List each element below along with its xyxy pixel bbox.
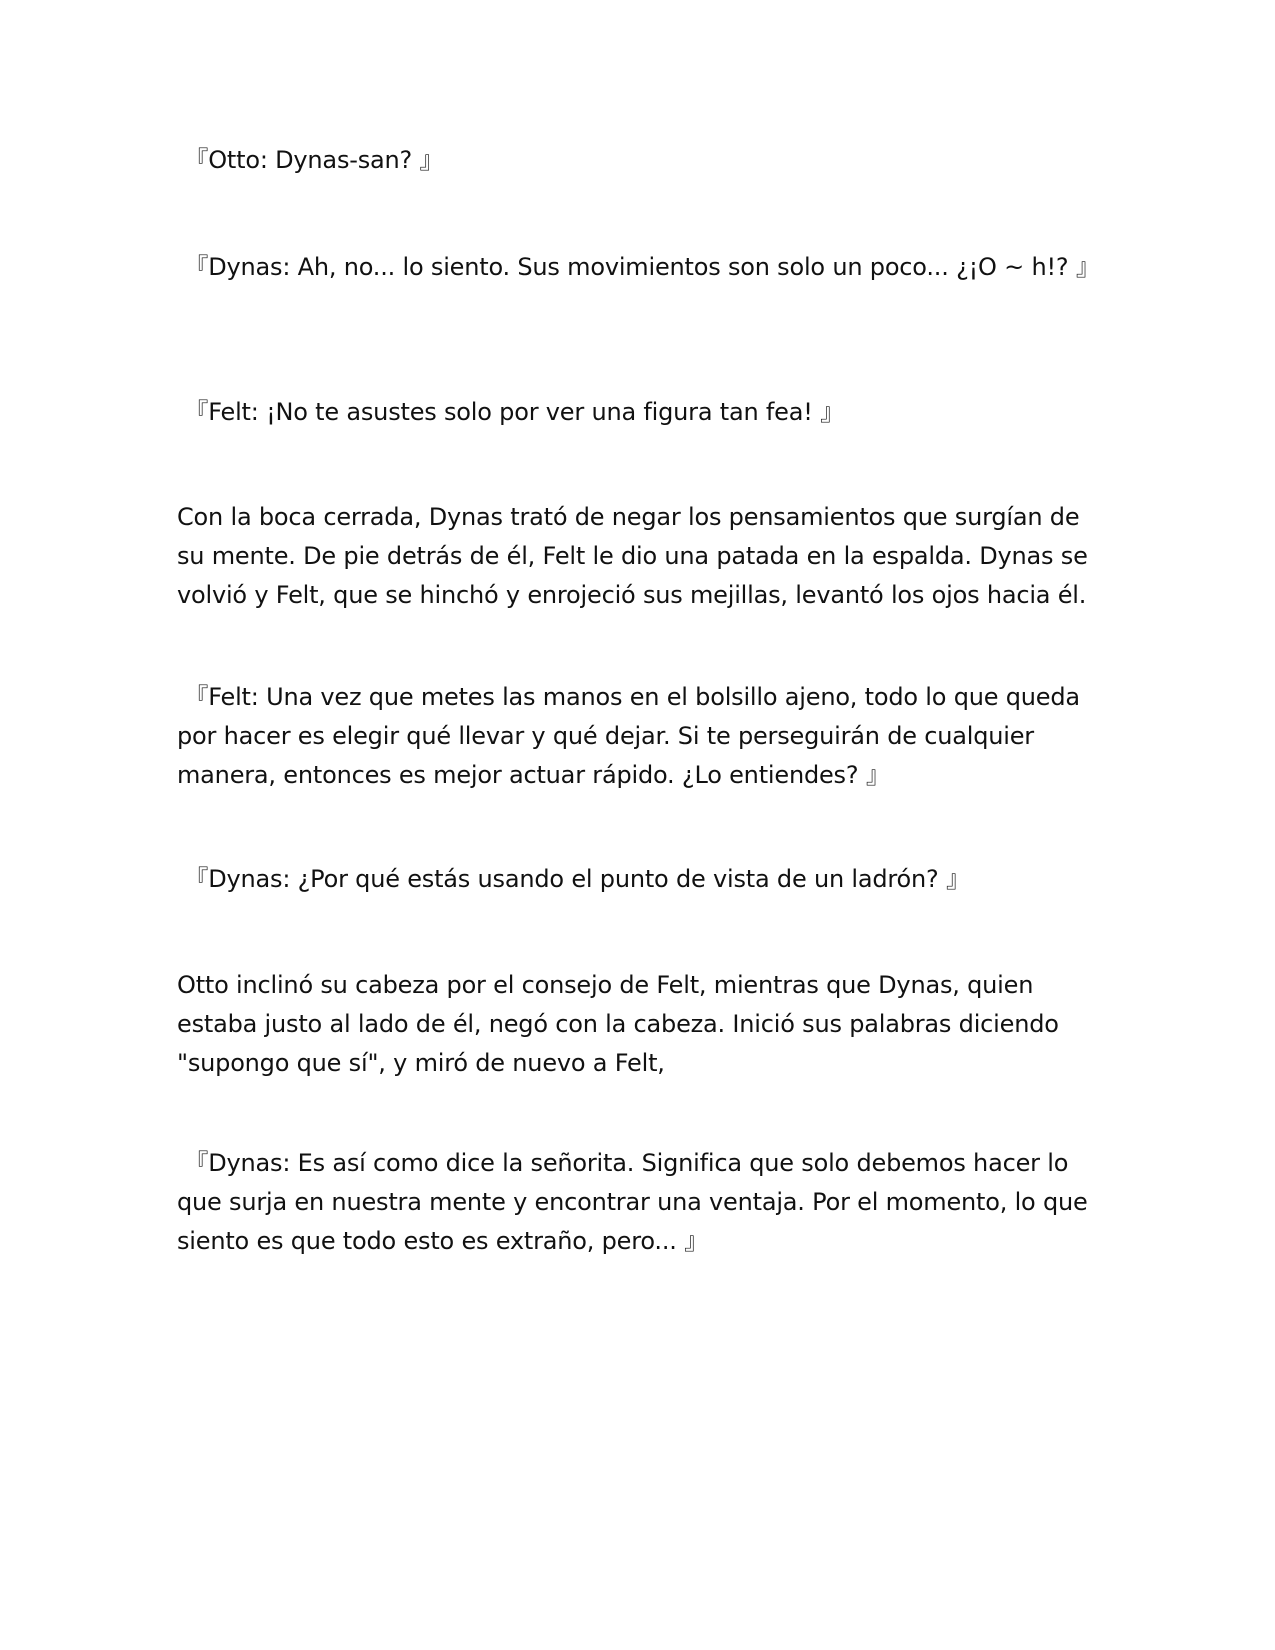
paragraph-narration: Otto inclinó su cabeza por el consejo de Felt, mientras que Dynas, quien estaba justo al lado de él, negó con la cabeza. Inició sus palabras diciendo "supongo que sí", y miró de nuevo a Felt, (177, 971, 1059, 1077)
paragraph-narration: Con la boca cerrada, Dynas trató de negar los pensamientos que surgían de su mente. De pie detrás de él, Felt le dio una patada en la espalda. Dynas se volvió y Felt, que se hinchó y enrojeció sus mejillas, levantó los ojos hacia él. (177, 503, 1088, 609)
paragraph-dynas-dialogue: 『Dynas: Ah, no... lo siento. Sus movimientos son solo un poco... ¿¡O ~ h!? 』 (177, 253, 1100, 281)
paragraph-felt-dialogue: 『Felt: ¡No te asustes solo por ver una figura tan fea! 』 (177, 398, 844, 426)
paragraph-dynas-dialogue: 『Dynas: ¿Por qué estás usando el punto de vista de un ladrón? 』 (177, 865, 970, 893)
paragraph-dynas-dialogue: 『Dynas: Es así como dice la señorita. Significa que solo debemos hacer lo que surja en nuestra mente y encontrar una ventaja. Por el momento, lo que siento es que todo esto es extraño, pero... 』 (177, 1149, 1088, 1255)
paragraph-felt-dialogue: 『Felt: Una vez que metes las manos en el bolsillo ajeno, todo lo que queda por hacer es elegir qué llevar y qué dejar. Si te perseguirán de cualquier manera, entonces es mejor actuar rápido. ¿Lo entiendes? 』 (177, 683, 1080, 789)
paragraph-otto-dialogue: 『Otto: Dynas-san? 』 (177, 146, 444, 174)
